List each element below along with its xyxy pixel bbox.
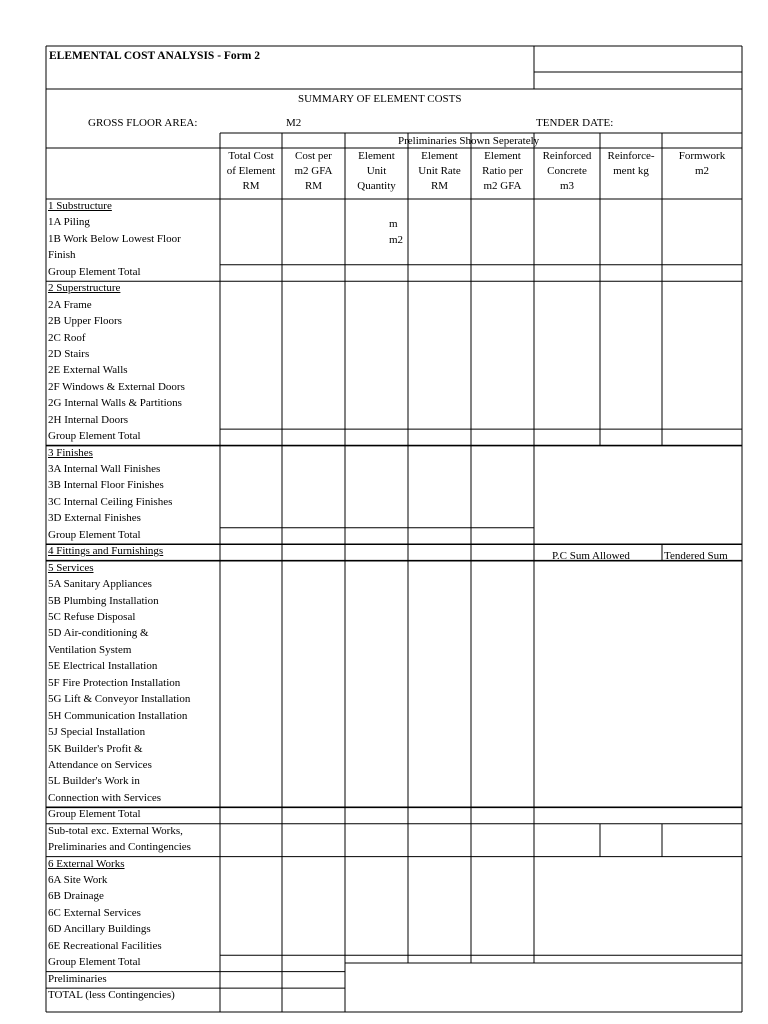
- column-header-line: Ratio per: [482, 165, 523, 177]
- row-label: Group Element Total: [48, 528, 141, 541]
- column-header-line: Reinforce-: [607, 150, 655, 162]
- row-label: 5G Lift & Conveyor Installation: [48, 693, 191, 706]
- row-label: Ventilation System: [48, 643, 132, 656]
- column-header-line: Unit Rate: [418, 165, 461, 177]
- row-label: 6C External Services: [48, 906, 141, 919]
- row-label: 5B Plumbing Installation: [48, 594, 159, 607]
- row-label: 2E External Walls: [48, 364, 128, 377]
- column-header-line: Unit: [366, 165, 387, 177]
- tendered-sum-header: Tendered Sum: [664, 550, 728, 562]
- row-label: 5D Air-conditioning &: [48, 627, 149, 640]
- row-label: 5E Electrical Installation: [48, 660, 158, 673]
- column-header-line: m2 GFA: [294, 165, 333, 177]
- row-label: TOTAL (less Contingencies): [48, 989, 175, 1002]
- row-label: Preliminaries: [48, 972, 107, 985]
- row-label: 6B Drainage: [48, 890, 104, 903]
- column-header-line: Formwork: [678, 150, 726, 162]
- row-label: 2B Upper Floors: [48, 315, 122, 328]
- row-label: 1B Work Below Lowest Floor: [48, 232, 181, 245]
- row-label: 2D Stairs: [48, 347, 90, 360]
- row-label: 6D Ancillary Buildings: [48, 923, 151, 936]
- column-header-line: of Element: [226, 165, 276, 177]
- row-label: 5F Fire Protection Installation: [48, 676, 181, 689]
- column-header-line: Quantity: [357, 180, 396, 192]
- section-heading: 5 Services: [48, 561, 94, 574]
- column-header-line: RM: [242, 180, 260, 192]
- column-header-line: Concrete: [547, 165, 587, 177]
- section-heading: 3 Finishes: [48, 446, 93, 459]
- pc-sum-allowed-header: P.C Sum Allowed: [552, 550, 630, 562]
- form-title: ELEMENTAL COST ANALYSIS - Form 2: [49, 50, 260, 62]
- row-label: Attendance on Services: [48, 758, 152, 771]
- gross-floor-area-unit: M2: [286, 117, 302, 129]
- row-label: Sub-total exc. External Works,: [48, 824, 183, 837]
- column-header-line: Reinforced: [542, 150, 592, 162]
- row-label: 2G Internal Walls & Partitions: [48, 397, 182, 410]
- column-header-line: m2 GFA: [483, 180, 522, 192]
- column-header-line: RM: [430, 180, 449, 192]
- row-label: 5J Special Installation: [48, 726, 146, 739]
- summary-title: SUMMARY OF ELEMENT COSTS: [298, 93, 462, 105]
- row-label: Group Element Total: [48, 956, 141, 969]
- row-label: 2F Windows & External Doors: [48, 380, 185, 393]
- section-heading: 6 External Works: [48, 857, 125, 870]
- row-label: 3A Internal Wall Finishes: [48, 463, 161, 476]
- row-label: 1A Piling: [48, 216, 90, 229]
- column-header-line: Cost per: [295, 150, 332, 162]
- column-header-line: m3: [559, 180, 575, 192]
- row-label: 5K Builder's Profit &: [48, 742, 143, 755]
- row-label: 5H Communication Installation: [48, 709, 188, 722]
- row-label: 5L Builder's Work in: [48, 775, 140, 788]
- row-label: Group Element Total: [48, 430, 141, 443]
- section-heading: 1 Substructure: [48, 200, 112, 212]
- row-label: 6E Recreational Facilities: [48, 939, 162, 952]
- row-label: 2H Internal Doors: [48, 413, 129, 426]
- column-header-line: RM: [304, 180, 323, 192]
- column-header-line: Total Cost: [228, 150, 274, 162]
- column-header-line: Element: [421, 150, 458, 162]
- column-header-line: m2: [694, 165, 710, 177]
- section-heading: 2 Superstructure: [48, 282, 121, 295]
- row-label: Group Element Total: [48, 265, 141, 278]
- tender-date-label: TENDER DATE:: [536, 117, 614, 129]
- row-label: 2A Frame: [48, 298, 92, 311]
- row-label: 3D External Finishes: [48, 512, 141, 525]
- preliminaries-note: Preliminaries Shown Seperately: [398, 135, 540, 147]
- row-label: Connection with Services: [48, 791, 162, 804]
- column-header-line: Element: [358, 150, 395, 162]
- gross-floor-area-label: GROSS FLOOR AREA:: [88, 117, 198, 129]
- row-label: Group Element Total: [48, 808, 141, 821]
- column-header-line: Element: [484, 150, 521, 162]
- row-label: 6A Site Work: [48, 874, 108, 887]
- row-label: Preliminaries and Contingencies: [48, 841, 191, 854]
- row-label: 5A Sanitary Appliances: [48, 578, 152, 591]
- row-label: 2C Roof: [48, 331, 86, 344]
- section-heading: 4 Fittings and Furnishings: [48, 545, 164, 558]
- unit-mark-work-below: m2: [389, 234, 404, 246]
- row-label: 3B Internal Floor Finishes: [48, 479, 164, 492]
- row-label: Finish: [48, 249, 76, 262]
- unit-mark-piling: m: [389, 218, 398, 230]
- row-label: 3C Internal Ceiling Finishes: [48, 495, 173, 508]
- column-header-line: ment kg: [613, 165, 649, 177]
- row-label: 5C Refuse Disposal: [48, 611, 136, 623]
